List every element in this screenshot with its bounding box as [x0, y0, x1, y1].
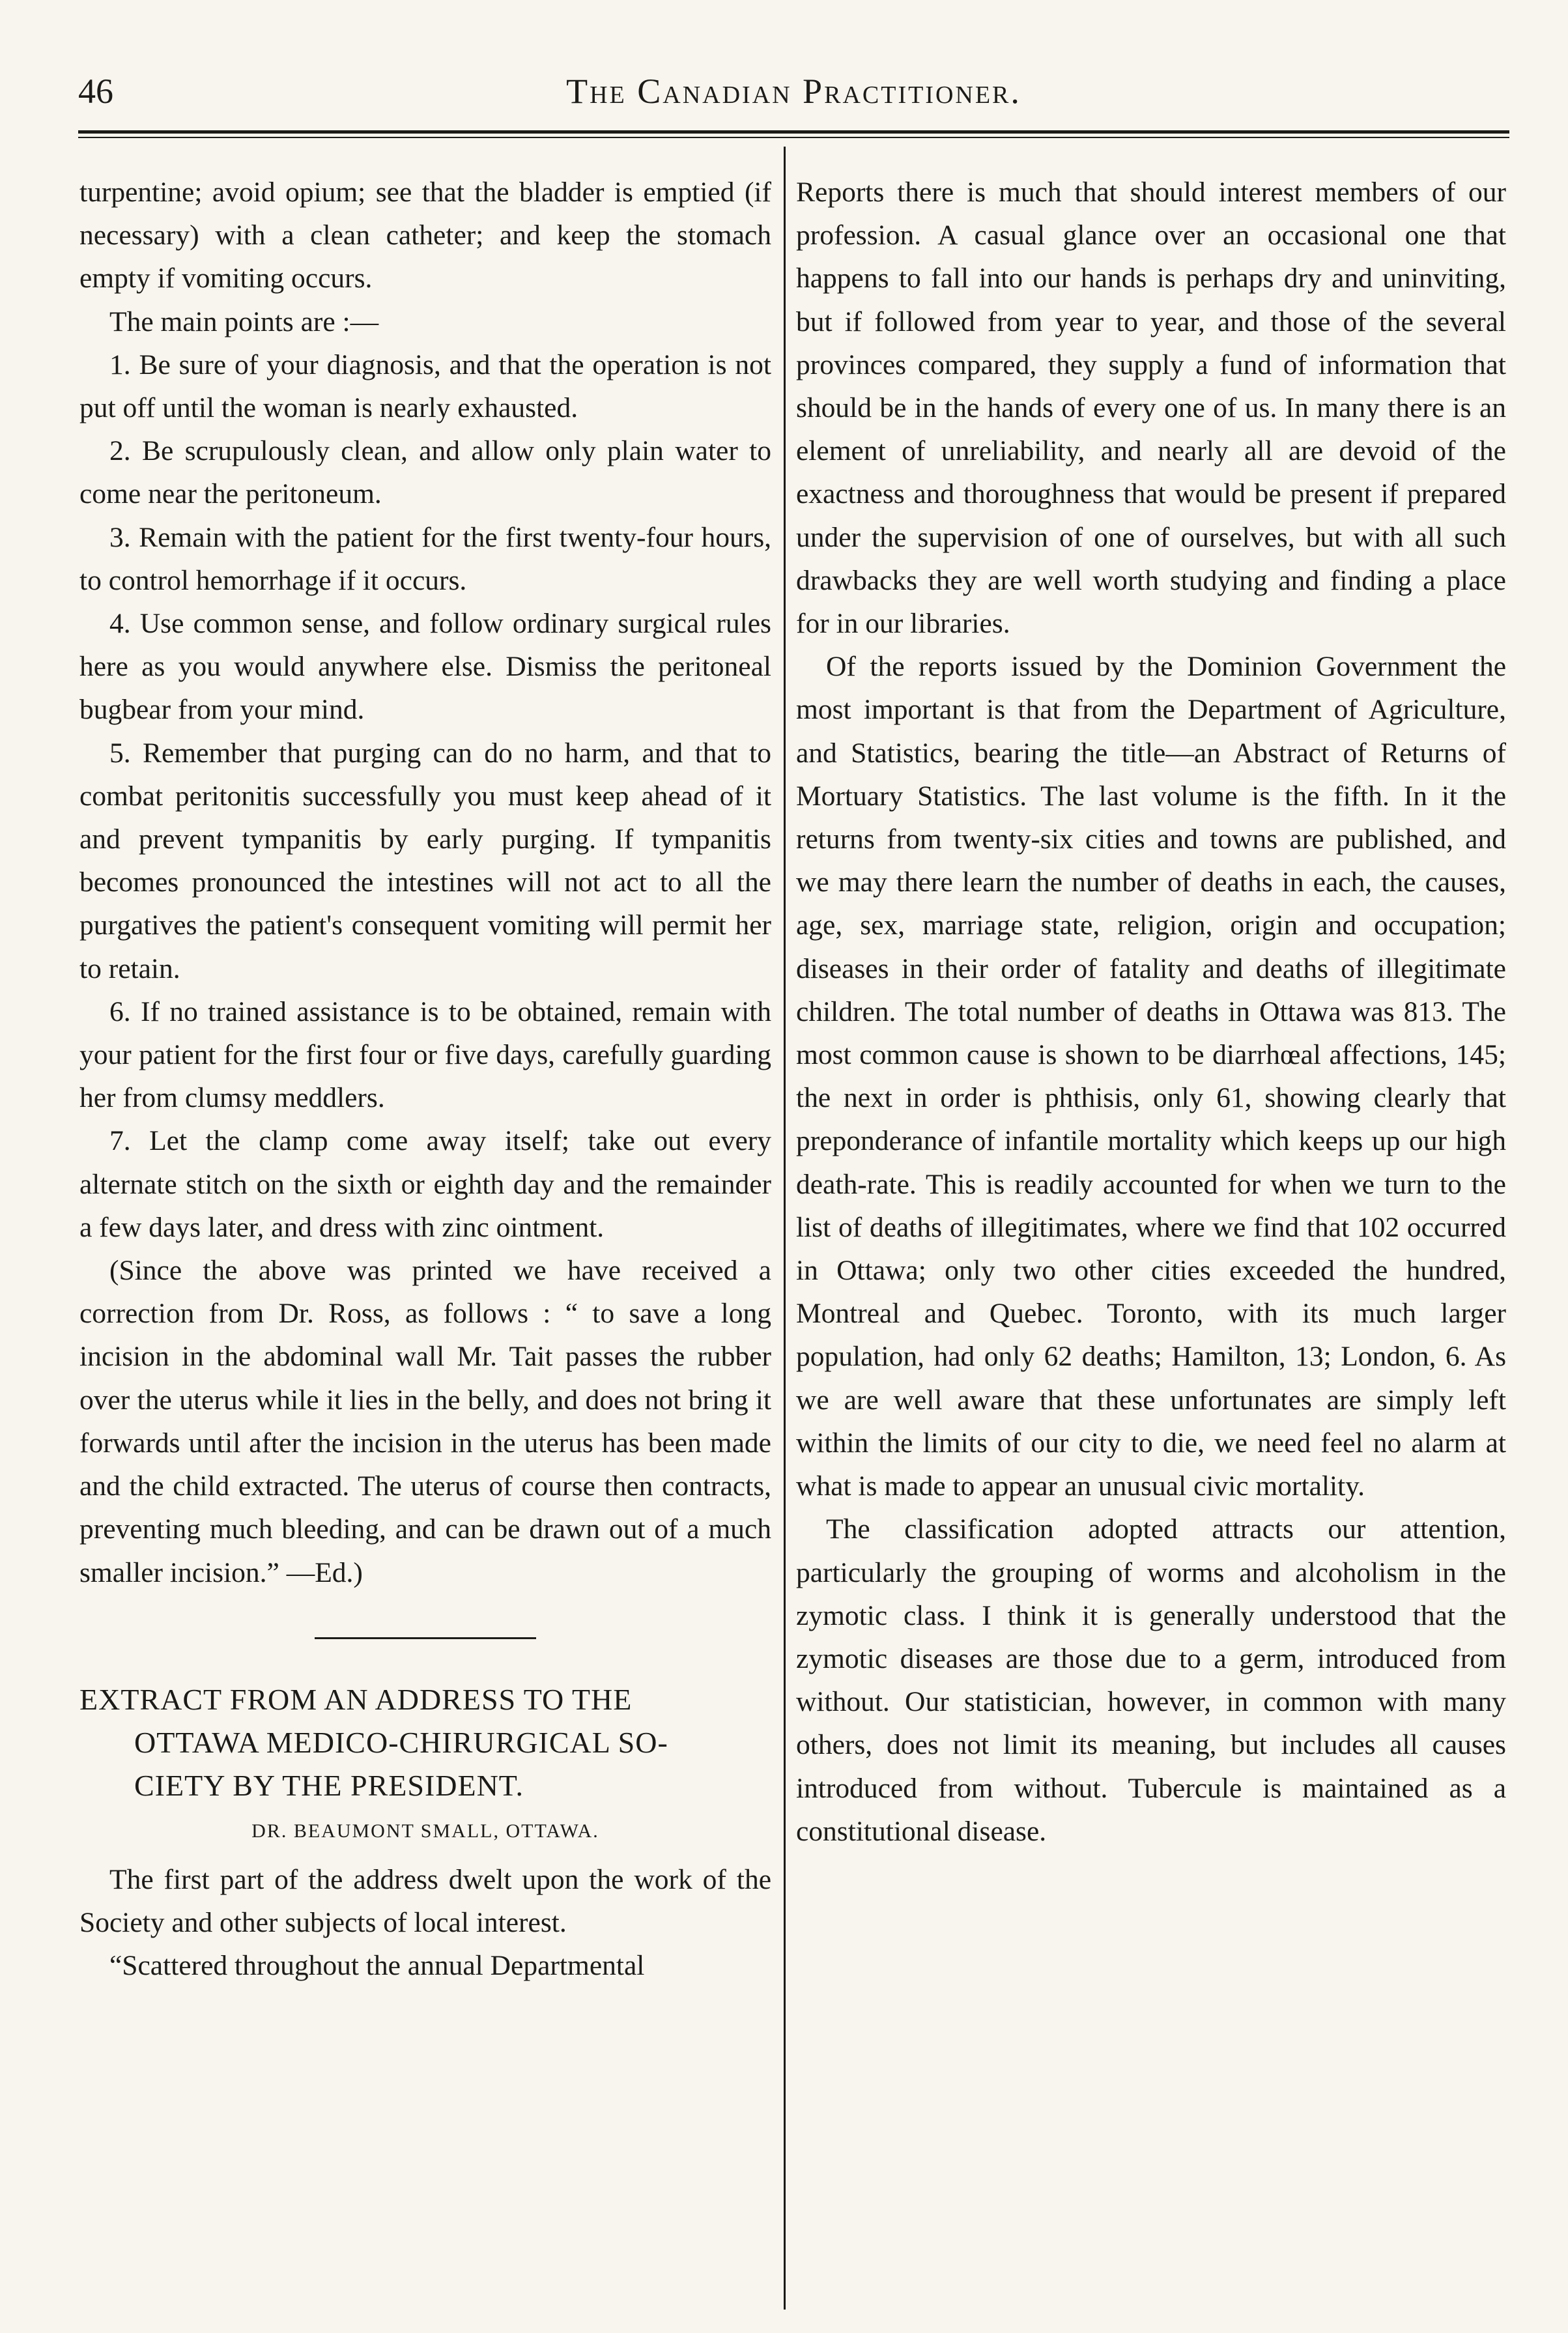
paragraph: Reports there is much that should interest members of our profession. A casual glance over an occasional one that happens to fall into our hands is perhaps dry and uninviting, but if followed from year to year, and those of the several provinces compared, they supply a fund of information that should be in the hands of every one of us. In many there is an element of unreliability, and nearly all are devoid of the exactness and thoroughness that would be present if prepared under the supervision of one of ourselves, but with all such drawbacks they are well worth studying and finding a place for in our libraries.	[796, 177, 1506, 640]
paragraph: 2. Be scrupulously clean, and allow only plain water to come near the peritoneum.	[79, 435, 771, 510]
article-heading-line: CIETY BY THE PRESIDENT.	[134, 1768, 524, 1802]
paragraph: 4. Use common sense, and follow ordinary surgical rules here as you would anywhere else. Dismiss the peritoneal bugbear from your mind.	[79, 608, 771, 726]
article-heading	[79, 1678, 771, 1807]
running-title: The Canadian Practitioner.	[566, 72, 1021, 111]
paragraph: “Scattered throughout the annual Departmental	[109, 1950, 645, 1982]
paragraph: The main points are :—	[109, 306, 379, 337]
column-divider	[784, 147, 786, 2310]
paragraph: 1. Be sure of your diagnosis, and that the operation is not put off until the woman is nearly exhausted.	[79, 349, 771, 424]
paragraph: Of the reports issued by the Dominion Government the most important is that from the Department of Agriculture, and Statistics, bearing the title—an Abstract of Returns of Mortuary Statistics. The last volume is the fifth. In it the returns from twenty-six cities and towns are published, and we may there learn the number of deaths in each, the causes, age, sex, marriage state, religion, origin and occupation; diseases in their order of fatality and deaths of illegitimate children. The total number of deaths in Ottawa was 813. The most common cause is shown to be diarrhœal affections, 145; the next in order is phthisis, only 61, showing clearly that preponderance of infantile mortality which keeps up our high death-rate. This is readily accounted for when we turn to the list of deaths of illegitimates, where we find that 102 occurred in Ottawa; only two other cities exceeded the hundred, Montreal and Quebec. Toronto, with its much larger population, had only 62 deaths; Hamilton, 13; London, 6. As we are well aware that these unfortunates are simply left within the limits of our city to die, we need feel no alarm at what is made to appear an unusual civic mortality.	[796, 651, 1506, 1502]
article-heading-line: OTTAWA MEDICO-CHIRURGICAL SO-	[134, 1725, 668, 1759]
header-rule-thin	[78, 137, 1509, 138]
paragraph: turpentine; avoid opium; see that the bladder is emptied (if necessary) with a clean catheter; and keep the stomach empty if vomiting occurs.	[79, 177, 771, 294]
article-byline: DR. BEAUMONT SMALL, OTTAWA.	[251, 1820, 599, 1842]
paragraph: 5. Remember that purging can do no harm, and that to combat peritonitis successfully you must keep ahead of it and prevent tympanitis by early purging. If tympanitis becomes pronounced the intestines will not act to all the purgatives the patient's consequent vomiting will permit her to retain.	[79, 737, 771, 984]
section-divider	[315, 1637, 536, 1639]
paragraph: (Since the above was printed we have received a correction from Dr. Ross, as follows : “ to save a long incision in the abdominal wall Mr. Tait passes the rubber over the uterus while it lies in the belly, and does not bring it forwards until after the incision in the uterus has been made and the child extracted. The uterus of course then contracts, preventing much bleeding, and can be drawn out of a much smaller incision.” —Ed.)	[79, 1255, 771, 1588]
article-heading-line: EXTRACT FROM AN ADDRESS TO THE	[79, 1682, 633, 1716]
paragraph: The classification adopted attracts our attention, particularly the grouping of worms and alcoholism in the zymotic class. I think it is generally understood that the zymotic diseases are those due to a germ, introduced from without. Our statistician, however, in common with many others, does not limit its meaning, but includes all causes introduced from without. Tubercule is maintained as a constitutional disease.	[796, 1513, 1506, 1847]
paragraph: 3. Remain with the patient for the first twenty-four hours, to control hemorrhage if it occurs.	[79, 521, 771, 596]
left-column	[79, 171, 771, 1988]
paragraph: 6. If no trained assistance is to be obtained, remain with your patient for the first four or five days, carefully guarding her from clumsy meddlers.	[79, 995, 771, 1114]
paragraph: 7. Let the clamp come away itself; take out every alternate stitch on the sixth or eighth day and the remainder a few days later, and dress with zinc ointment.	[79, 1125, 771, 1243]
paragraph: The first part of the address dwelt upon the work of the Society and other subjects of local interest.	[79, 1863, 771, 1939]
right-column	[796, 171, 1506, 1853]
header-rule-thick	[78, 130, 1509, 134]
page-number: 46	[78, 72, 113, 111]
page-header	[78, 72, 1509, 130]
